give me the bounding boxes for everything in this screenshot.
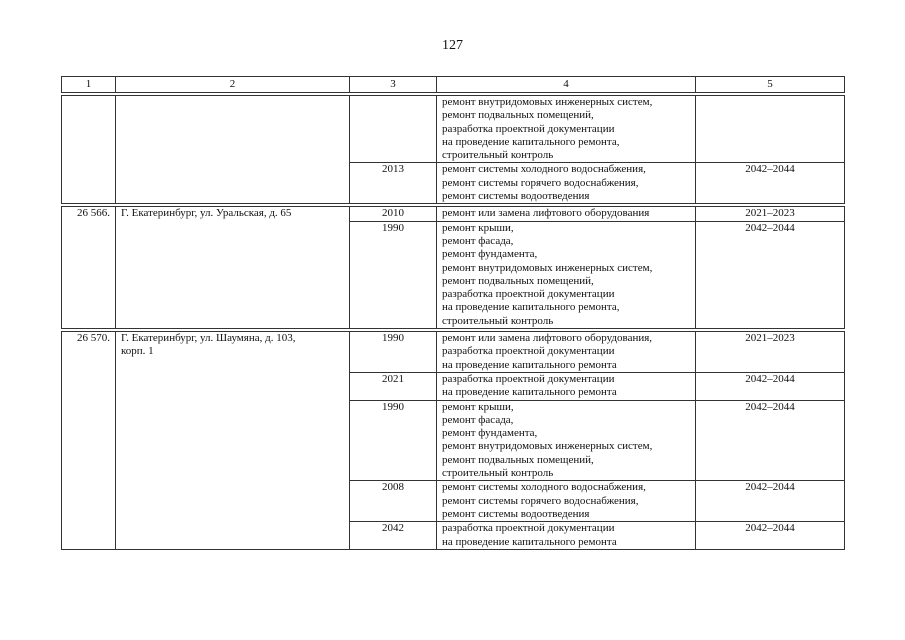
work-item: ремонт фасада, [442, 234, 514, 247]
period-cell: 2021–2023 [696, 207, 845, 221]
work-item: разработка проектной документации [442, 345, 615, 358]
year-cell: 2021 [350, 372, 437, 400]
year-cell: 1990 [350, 221, 437, 328]
works-cell [437, 96, 696, 163]
work-item: разработка проектной документации [442, 372, 615, 385]
address-cell [116, 96, 350, 204]
works-cell [437, 221, 696, 328]
work-item: ремонт подвальных помещений, [442, 274, 594, 287]
work-item: ремонт системы холодного водоснабжения, [442, 481, 646, 494]
work-item: ремонт или замена лифтового оборудования, [442, 332, 653, 345]
capital-repair-table [61, 76, 845, 550]
work-item: на проведение капитального ремонта [442, 535, 617, 548]
address-line: Г. Екатеринбург, ул. Уральская, д. 65 [121, 207, 292, 220]
year-cell: 2042 [350, 522, 437, 550]
year-cell: 1990 [350, 332, 437, 373]
work-item: ремонт системы горячего водоснабжения, [442, 494, 639, 507]
period-cell: 2042–2044 [696, 221, 845, 328]
work-item: строительный контроль [442, 314, 554, 327]
column-header-3: 3 [350, 77, 437, 93]
work-item: на проведение капитального ремонта [442, 358, 617, 371]
year-cell: 2008 [350, 481, 437, 522]
table-row [62, 96, 845, 163]
period-cell: 2042–2044 [696, 400, 845, 481]
work-item: ремонт фасада, [442, 413, 514, 426]
work-item: ремонт системы холодного водоснабжения, [442, 163, 646, 176]
works-cell [437, 163, 696, 204]
year-cell: 2013 [350, 163, 437, 204]
work-item: на проведение капитального ремонта [442, 386, 617, 399]
period-cell: 2021–2023 [696, 332, 845, 373]
period-cell: 2042–2044 [696, 163, 845, 204]
works-cell [437, 400, 696, 481]
work-item: разработка проектной документации [442, 288, 615, 301]
period-cell: 2042–2044 [696, 372, 845, 400]
period-cell [696, 96, 845, 163]
works-cell [437, 372, 696, 400]
building-number-cell [62, 96, 116, 204]
work-item: ремонт системы горячего водоснабжения, [442, 176, 639, 189]
year-cell: 2010 [350, 207, 437, 221]
work-item: разработка проектной документации [442, 522, 615, 535]
column-header-5: 5 [696, 77, 845, 93]
work-item: ремонт внутридомовых инженерных систем, [442, 440, 653, 453]
column-header-4: 4 [437, 77, 696, 93]
address-line: корп. 1 [121, 345, 154, 358]
work-item: ремонт фундамента, [442, 427, 538, 440]
table-row [62, 332, 845, 373]
work-item: ремонт подвальных помещений, [442, 109, 594, 122]
year-cell [350, 96, 437, 163]
building-number-cell: 26 566. [62, 207, 116, 329]
address-line: Г. Екатеринбург, ул. Шаумяна, д. 103, [121, 332, 296, 345]
column-header-2: 2 [116, 77, 350, 93]
work-item: ремонт внутридомовых инженерных систем, [442, 96, 653, 108]
work-item: ремонт подвальных помещений, [442, 453, 594, 466]
page-number: 127 [442, 38, 463, 53]
building-number-cell: 26 570. [62, 332, 116, 550]
work-item: строительный контроль [442, 467, 554, 480]
table-row [62, 207, 845, 221]
address-cell [116, 332, 350, 550]
work-item: ремонт крыши, [442, 400, 514, 413]
period-cell: 2042–2044 [696, 522, 845, 550]
work-item: ремонт фундамента, [442, 248, 538, 261]
period-cell: 2042–2044 [696, 481, 845, 522]
works-cell [437, 332, 696, 373]
column-header-1: 1 [62, 77, 116, 93]
address-cell [116, 207, 350, 329]
work-item: на проведение капитального ремонта, [442, 135, 620, 148]
work-item: ремонт крыши, [442, 221, 514, 234]
work-item: ремонт внутридомовых инженерных систем, [442, 261, 653, 274]
work-item: ремонт системы водоотведения [442, 507, 590, 520]
works-cell [437, 481, 696, 522]
work-item: ремонт или замена лифтового оборудования [442, 207, 650, 220]
works-cell [437, 522, 696, 550]
table-body [62, 77, 845, 550]
works-cell [437, 207, 696, 221]
work-item: строительный контроль [442, 149, 554, 162]
year-cell: 1990 [350, 400, 437, 481]
column-number-row [62, 77, 845, 93]
work-item: разработка проектной документации [442, 122, 615, 135]
work-item: ремонт системы водоотведения [442, 190, 590, 203]
work-item: на проведение капитального ремонта, [442, 301, 620, 314]
